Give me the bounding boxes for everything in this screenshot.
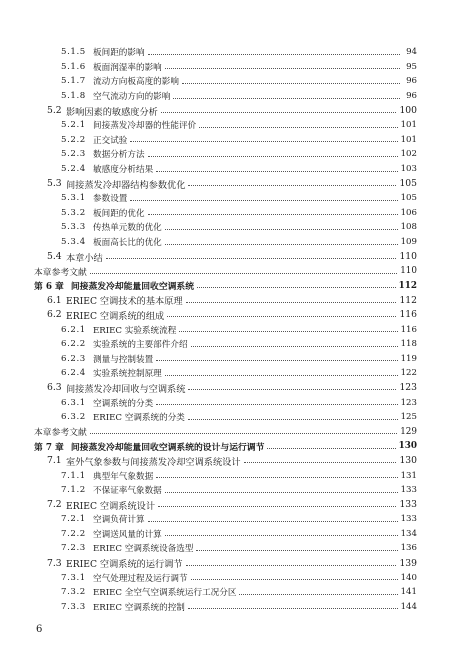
toc-entry-title: 本章参考文献	[34, 428, 87, 439]
toc-entry-number: 5.2	[47, 105, 62, 117]
toc-entry-number: 6.2.1	[61, 324, 86, 335]
toc-entry-title: ERIEC 空调系统设备选型	[93, 544, 194, 555]
dot-leader	[156, 394, 397, 405]
toc-entry[interactable]	[0, 60, 456, 75]
toc-entry-page: 105	[399, 178, 417, 190]
toc-entry-page: 96	[406, 91, 417, 102]
toc-entry-title: 空调系统的分类	[93, 398, 154, 409]
toc-entry-number: 6.2.3	[61, 353, 86, 364]
toc-entry-number: 5.1.6	[61, 61, 86, 72]
toc-entry-title: 传热单元数的优化	[93, 223, 162, 234]
toc-entry-title: ERIEC 空调技术的基本原理	[66, 296, 183, 308]
toc-entry-number: 5.3.2	[61, 207, 86, 218]
dot-leader	[156, 467, 397, 478]
toc-entry-page: 119	[400, 353, 417, 364]
dot-leader	[267, 438, 395, 449]
toc-entry[interactable]	[0, 483, 456, 498]
toc-entry-page: 108	[400, 222, 417, 233]
toc-entry[interactable]	[0, 293, 456, 308]
toc-entry-number: 第 6 章	[34, 282, 64, 293]
toc-entry-title: 本章小结	[66, 252, 103, 264]
dot-leader	[191, 569, 398, 580]
toc-entry-title: ERIEC 空调系统的分类	[93, 413, 185, 424]
toc-entry-number: 第 7 章	[34, 442, 64, 453]
toc-entry-number: 5.2.4	[61, 164, 86, 175]
toc-entry-page: 144	[400, 601, 417, 612]
toc-entry-number: 5.3	[47, 178, 62, 190]
toc-entry-number: 5.4	[47, 251, 62, 263]
toc-entry-page: 139	[399, 557, 417, 569]
toc-entry-page: 134	[400, 528, 417, 539]
toc-entry-title: 室外气象参数与间接蒸发冷却空调系统设计	[66, 456, 241, 468]
toc-entry-title: ERIEC 空调系统的运行调节	[66, 559, 183, 571]
toc-entry-page: 101	[400, 134, 417, 145]
dot-leader	[165, 234, 398, 245]
toc-entry-number: 6.1	[47, 294, 62, 306]
toc-entry-title: 板面润湿率的影响	[93, 62, 162, 73]
toc-entry-number: 6.2	[47, 309, 62, 321]
toc-entry-title: 测量与控制装置	[93, 354, 154, 365]
dot-leader	[158, 496, 396, 507]
toc-entry-number: 6.3.1	[61, 397, 86, 408]
toc-entry-number: 5.2.1	[61, 120, 86, 131]
toc-entry-title: 流动方向板高度的影响	[93, 77, 179, 88]
dot-leader	[90, 423, 397, 434]
toc-entry[interactable]	[0, 395, 456, 410]
toc-entry[interactable]	[0, 191, 456, 206]
dot-leader	[130, 190, 397, 201]
toc-entry[interactable]	[0, 468, 456, 483]
toc-entry[interactable]	[0, 74, 456, 89]
toc-entry-title: 敏感度分析结果	[93, 165, 154, 176]
dot-leader	[148, 146, 398, 157]
toc-entry[interactable]	[0, 337, 456, 352]
dot-leader	[196, 540, 397, 551]
table-of-contents	[0, 45, 456, 614]
toc-entry[interactable]	[0, 308, 456, 323]
toc-entry-title: 板间距的优化	[93, 208, 145, 219]
toc-entry-number: 6.3	[47, 382, 62, 394]
toc-entry-title: 正交试验	[93, 135, 128, 146]
toc-entry[interactable]	[0, 103, 456, 118]
dot-leader	[199, 117, 397, 128]
toc-entry-title: 板面高长比的优化	[93, 238, 162, 249]
toc-entry-title: ERIEC 全空气空调系统运行工况分区	[93, 588, 237, 599]
toc-entry-page: 123	[399, 382, 417, 394]
toc-entry-number: 7.2.3	[61, 543, 86, 554]
toc-entry-page: 131	[400, 470, 417, 481]
toc-entry[interactable]	[0, 235, 456, 250]
toc-entry-page: 112	[398, 280, 417, 291]
toc-entry-title: 本章参考文献	[34, 267, 87, 278]
toc-entry[interactable]	[0, 322, 456, 337]
toc-entry[interactable]	[0, 424, 456, 439]
dot-leader	[156, 161, 397, 172]
toc-entry[interactable]	[0, 585, 456, 600]
dot-leader	[188, 598, 398, 609]
toc-entry-page: 141	[400, 587, 417, 598]
toc-entry-number: 7.2.1	[61, 514, 86, 525]
dot-leader	[156, 350, 397, 361]
toc-entry-page: 130	[398, 441, 417, 452]
toc-entry-page: 100	[399, 105, 417, 117]
toc-entry-title: 间接蒸发冷却器结构参数优化	[66, 179, 186, 191]
toc-entry-page: 125	[400, 412, 417, 423]
toc-entry-title: 参数设置	[93, 194, 128, 205]
toc-entry-title: 空气处理过程及运行调节	[93, 573, 188, 584]
toc-entry-title: 间接蒸发冷却回收与空调系统	[66, 383, 186, 395]
toc-entry[interactable]	[0, 497, 456, 512]
toc-entry[interactable]	[0, 366, 456, 381]
toc-entry-title: 间接蒸发冷却能量回收空调系统	[70, 282, 195, 293]
toc-entry[interactable]	[0, 45, 456, 60]
toc-entry-page: 95	[406, 61, 417, 72]
toc-entry[interactable]	[0, 162, 456, 177]
toc-entry[interactable]	[0, 351, 456, 366]
toc-entry[interactable]	[0, 133, 456, 148]
toc-entry[interactable]	[0, 570, 456, 585]
toc-entry-number: 7.2.2	[61, 528, 86, 539]
dot-leader	[188, 409, 398, 420]
toc-entry-title: 数据分析方法	[93, 150, 145, 161]
toc-entry-number: 5.1.5	[61, 47, 86, 58]
dot-leader	[165, 365, 398, 376]
toc-entry-page: 116	[400, 324, 417, 335]
toc-entry-number: 7.3	[47, 557, 62, 569]
toc-entry[interactable]	[0, 556, 456, 571]
toc-entry[interactable]	[0, 527, 456, 542]
dot-leader	[165, 525, 398, 536]
toc-entry-title: 不保证率气象数据	[93, 486, 162, 497]
toc-entry-title: ERIEC 空调系统的组成	[66, 310, 165, 322]
toc-entry-page: 110	[399, 251, 417, 263]
dot-leader	[244, 452, 397, 463]
dot-leader	[173, 88, 400, 99]
toc-entry[interactable]	[0, 264, 456, 279]
dot-leader	[186, 292, 397, 303]
dot-leader	[188, 379, 396, 390]
dot-leader	[191, 336, 398, 347]
toc-entry-number: 7.2	[47, 499, 62, 511]
toc-entry[interactable]	[0, 176, 456, 191]
toc-entry[interactable]	[0, 381, 456, 396]
toc-entry-title: 实验系统控制原理	[93, 369, 162, 380]
toc-entry-page: 122	[400, 368, 417, 379]
toc-entry-number: 5.3.1	[61, 193, 86, 204]
dot-leader	[148, 204, 398, 215]
toc-entry-title: ERIEC 实验系统流程	[93, 325, 177, 336]
dot-leader	[188, 175, 396, 186]
toc-entry[interactable]	[0, 89, 456, 104]
toc-entry-title: ERIEC 空调系统设计	[66, 500, 156, 512]
toc-entry-title: ERIEC 空调系统的控制	[93, 602, 185, 613]
toc-entry-number: 7.3.3	[61, 601, 86, 612]
toc-entry[interactable]	[0, 512, 456, 527]
toc-entry-page: 96	[406, 76, 417, 87]
toc-entry-number: 6.2.2	[61, 339, 86, 350]
dot-leader	[186, 555, 397, 566]
dot-leader	[239, 584, 397, 595]
toc-entry-page: 110	[400, 266, 417, 277]
toc-entry-page: 129	[400, 426, 417, 437]
toc-entry-page: 106	[400, 207, 417, 218]
toc-entry-title: 实验系统的主要部件介绍	[93, 340, 188, 351]
dot-leader	[197, 277, 396, 288]
toc-entry-page: 112	[399, 294, 417, 306]
toc-entry[interactable]	[0, 600, 456, 615]
dot-leader	[161, 102, 397, 113]
dot-leader	[90, 263, 397, 274]
toc-entry[interactable]	[0, 541, 456, 556]
toc-entry-number: 7.1	[47, 455, 62, 467]
toc-entry[interactable]	[0, 454, 456, 469]
toc-entry[interactable]	[0, 279, 456, 294]
toc-entry-number: 7.3.2	[61, 587, 86, 598]
toc-entry-number: 5.3.4	[61, 237, 86, 248]
toc-entry[interactable]	[0, 410, 456, 425]
toc-entry-page: 102	[400, 149, 417, 160]
dot-leader	[179, 321, 397, 332]
toc-entry-number: 5.1.7	[61, 76, 86, 87]
toc-entry-number: 6.2.4	[61, 368, 86, 379]
toc-entry-page: 133	[400, 514, 417, 525]
toc-entry-page: 136	[400, 543, 417, 554]
toc-entry-number: 7.1.1	[61, 470, 86, 481]
dot-leader	[130, 131, 397, 142]
toc-entry-number: 5.3.3	[61, 222, 86, 233]
dot-leader	[148, 44, 400, 55]
toc-entry-title: 影响因素的敏感度分析	[66, 106, 158, 118]
toc-entry[interactable]	[0, 220, 456, 235]
toc-entry-title: 空调负荷计算	[93, 515, 145, 526]
toc-entry-title: 空气流动方向的影响	[93, 92, 171, 103]
toc-entry-number: 5.1.8	[61, 91, 86, 102]
toc-entry-page: 103	[400, 164, 417, 175]
toc-entry-page: 105	[400, 193, 417, 204]
toc-entry-number: 6.3.2	[61, 412, 86, 423]
toc-entry[interactable]	[0, 206, 456, 221]
toc-entry-page: 118	[400, 339, 417, 350]
toc-entry[interactable]	[0, 249, 456, 264]
toc-entry-page: 109	[400, 237, 417, 248]
toc-entry[interactable]	[0, 147, 456, 162]
toc-entry-page: 123	[400, 397, 417, 408]
toc-entry-title: 空调送风量的计算	[93, 529, 162, 540]
page-number: 6	[36, 624, 43, 635]
toc-entry[interactable]	[0, 118, 456, 133]
dot-leader	[165, 219, 398, 230]
toc-entry-title: 间接蒸发冷却能量回收空调系统的设计与运行调节	[70, 442, 265, 453]
toc-entry-page: 140	[400, 572, 417, 583]
toc-entry-page: 101	[400, 120, 417, 131]
toc-entry[interactable]	[0, 439, 456, 454]
dot-leader	[106, 248, 397, 259]
toc-entry-number: 5.2.2	[61, 134, 86, 145]
toc-entry-title: 板间距的影响	[93, 48, 145, 59]
toc-entry-number: 5.2.3	[61, 149, 86, 160]
dot-leader	[167, 306, 396, 317]
toc-entry-title: 间接蒸发冷却器的性能评价	[93, 121, 197, 132]
dot-leader	[182, 73, 400, 84]
toc-entry-number: 7.1.2	[61, 485, 86, 496]
dot-leader	[165, 482, 398, 493]
toc-entry-title: 典型年气象数据	[93, 471, 154, 482]
toc-entry-page: 133	[399, 499, 417, 511]
dot-leader	[148, 511, 398, 522]
toc-entry-number: 7.3.1	[61, 572, 86, 583]
toc-entry-page: 116	[399, 309, 417, 321]
toc-entry-page: 133	[400, 485, 417, 496]
toc-entry-page: 94	[406, 47, 417, 58]
dot-leader	[165, 58, 400, 69]
toc-entry-page: 130	[399, 455, 417, 467]
